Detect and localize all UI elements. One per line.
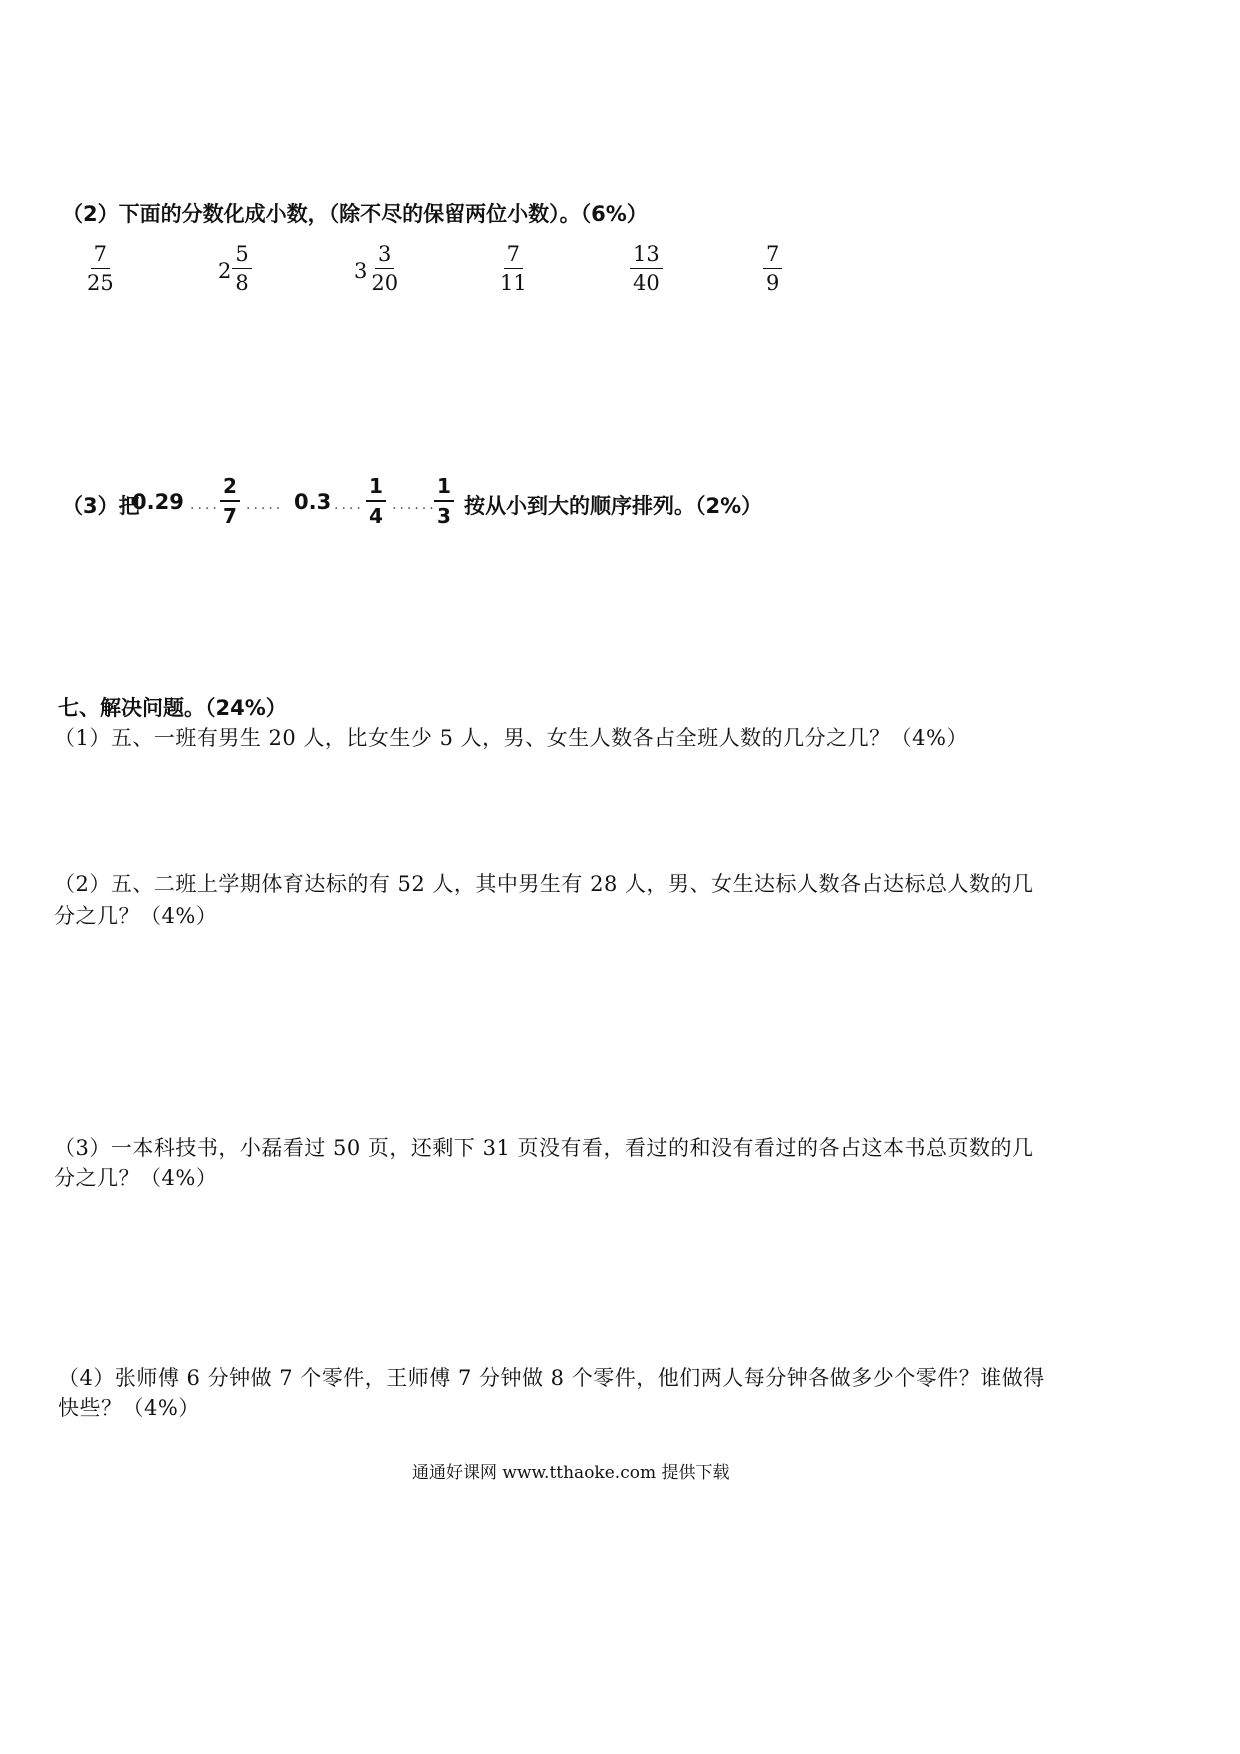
fraction-4-denominator: 11 (500, 271, 527, 295)
problem-4-line-1: （4）张师傅 6 分钟做 7 个零件，王师傅 7 分钟做 8 个零件，他们两人每分钟各做多少个零件？谁做得 (58, 1366, 1045, 1390)
fraction-3-denominator: 20 (371, 271, 399, 295)
fraction-6 (763, 242, 782, 295)
question-2-title: （2）下面的分数化成小数，（除不尽的保留两位小数）。（6%） (62, 202, 648, 226)
fraction-1 (84, 242, 117, 295)
fraction-2-whole: 2 (218, 258, 232, 283)
problem-3-line-1: （3）一本科技书，小磊看过 50 页，还剩下 31 页没有看，看过的和没有看过的各占这本书总页数的几 (54, 1136, 1034, 1160)
compare-fraction-3 (434, 474, 454, 528)
problem-2-line-2: 分之几？（4%） (54, 904, 218, 928)
problem-1-line-1: （1）五、一班有男生 20 人，比女生少 5 人，男、女生人数各占全班人数的几分之几？（4%） (54, 726, 968, 750)
problem-4-line-2: 快些？（4%） (58, 1396, 200, 1420)
dotted-separator: .... (334, 497, 364, 513)
compare-fraction-1 (220, 474, 240, 528)
fraction-1-denominator: 25 (87, 271, 114, 295)
fraction-2 (218, 242, 252, 295)
problem-2-line-1: （2）五、二班上学期体育达标的有 52 人，其中男生有 28 人，男、女生达标人数各占达标总人数的几 (54, 872, 1034, 896)
compare-fraction-1-numerator: 2 (220, 474, 240, 502)
compare-fraction-3-denominator: 3 (437, 504, 451, 528)
fraction-3 (354, 242, 401, 295)
compare-fraction-2-denominator: 4 (369, 504, 383, 528)
fraction-5-numerator: 13 (630, 242, 663, 269)
fraction-1-numerator: 7 (91, 242, 110, 269)
fraction-5-denominator: 40 (633, 271, 660, 295)
compare-fraction-2 (366, 474, 386, 528)
dotted-separator: .... (190, 497, 220, 513)
dotted-separator: ..... (246, 497, 284, 513)
fraction-3-numerator: 3 (375, 242, 394, 269)
dotted-separator: ...... (392, 497, 437, 513)
value-0-3: 0.3 (294, 490, 332, 514)
fraction-4-numerator: 7 (504, 242, 523, 269)
value-0-29: 0.29 (132, 490, 184, 514)
problem-3-line-2: 分之几？（4%） (54, 1166, 218, 1190)
fraction-4 (497, 242, 530, 295)
fraction-5 (630, 242, 663, 295)
fraction-2-denominator: 8 (235, 271, 249, 295)
question-3-prefix: （3）把 (62, 494, 140, 518)
fraction-6-denominator: 9 (766, 271, 780, 295)
fraction-2-numerator: 5 (232, 242, 251, 269)
compare-fraction-1-denominator: 7 (223, 504, 237, 528)
fraction-6-numerator: 7 (763, 242, 782, 269)
compare-fraction-2-numerator: 1 (366, 474, 386, 502)
section-7-title: 七、解决问题。（24%） (58, 696, 287, 720)
question-3-suffix: 按从小到大的顺序排列。（2%） (464, 494, 763, 518)
footer-text: 通通好课网 www.tthaoke.com 提供下载 (412, 1463, 730, 1483)
compare-fraction-3-numerator: 1 (434, 474, 454, 502)
fraction-3-whole: 3 (354, 258, 368, 283)
